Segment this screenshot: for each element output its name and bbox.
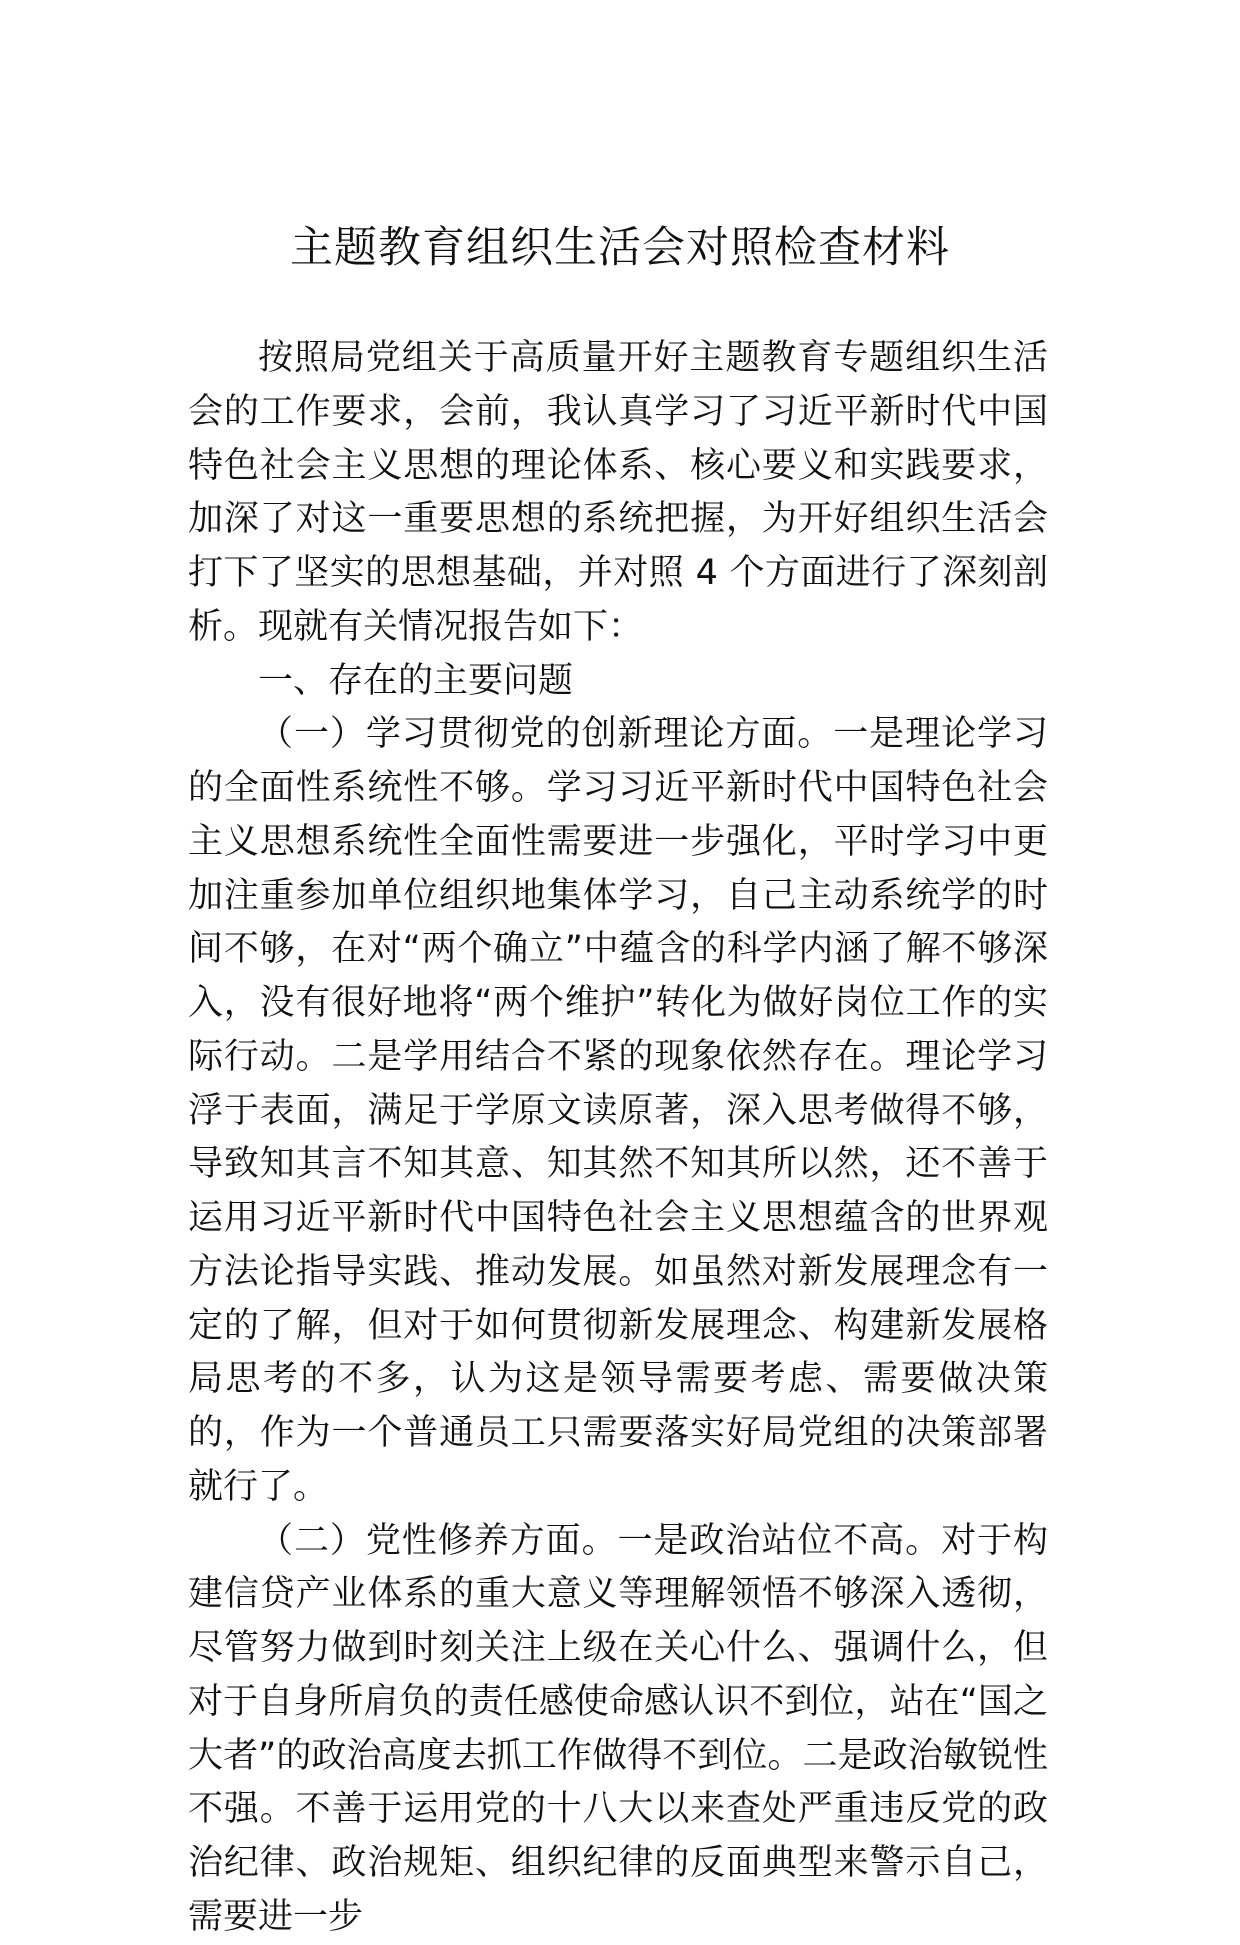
subsection-paragraph-1: （一）学习贯彻党的创新理论方面。一是理论学习的全面性系统性不够。学习习近平新时代中国特色社会主义思想系统性全面性需要进一步强化，平时学习中更加注重参加单位组织地集体学习，自己主动系统学的时间不够，在对“两个确立”中蕴含的科学内涵了解不够深入，没有很好地将“两个维护”转化为做好岗位工作的实际行动。二是学用结合不紧的现象依然存在。理论学习浮于表面，满足于学原文读原著，深入思考做得不够，导致知其言不知其意、知其然不知其所以然，还不善于运用习近平新时代中国特色社会主义思想蕴含的世界观方法论指导实践、推动发展。如虽然对新发展理念有一定的了解，但对于如何贯彻新发展理念、构建新发展格局思考的不多，认为这是领导需要考虑、需要做决策的，作为一个普通员工只需要落实好局党组的决策部署就行了。 — [188, 714, 1048, 1507]
document-title: 主题教育组织生活会对照检查材料 — [290, 223, 950, 273]
subsection-paragraph-2: （二）党性修养方面。一是政治站位不高。对于构建信贷产业体系的重大意义等理解领悟不够深入透彻，尽管努力做到时刻关注上级在关心什么、强调什么，但对于自身所肩负的责任感使命感认识不到位，站在“国之大者”的政治高度去抓工作做得不到位。二是政治敏锐性不强。不善于运用党的十八大以来查处严重违反党的政治纪律、政治规矩、组织纪律的反面典型来警示自己，需要进一步 — [188, 1520, 1048, 1937]
intro-paragraph: 按照局党组关于高质量开好主题教育专题组织生活会的工作要求，会前，我认真学习了习近平新时代中国特色社会主义思想的理论体系、核心要义和实践要求，加深了对这一重要思想的系统把握，为开好组织生活会打下了坚实的思想基础，并对照 4 个方面进行了深刻剖析。现就有关情况报告如下： — [188, 338, 1048, 647]
document-body — [188, 332, 1048, 1945]
section-heading: 一、存在的主要问题 — [258, 660, 574, 701]
